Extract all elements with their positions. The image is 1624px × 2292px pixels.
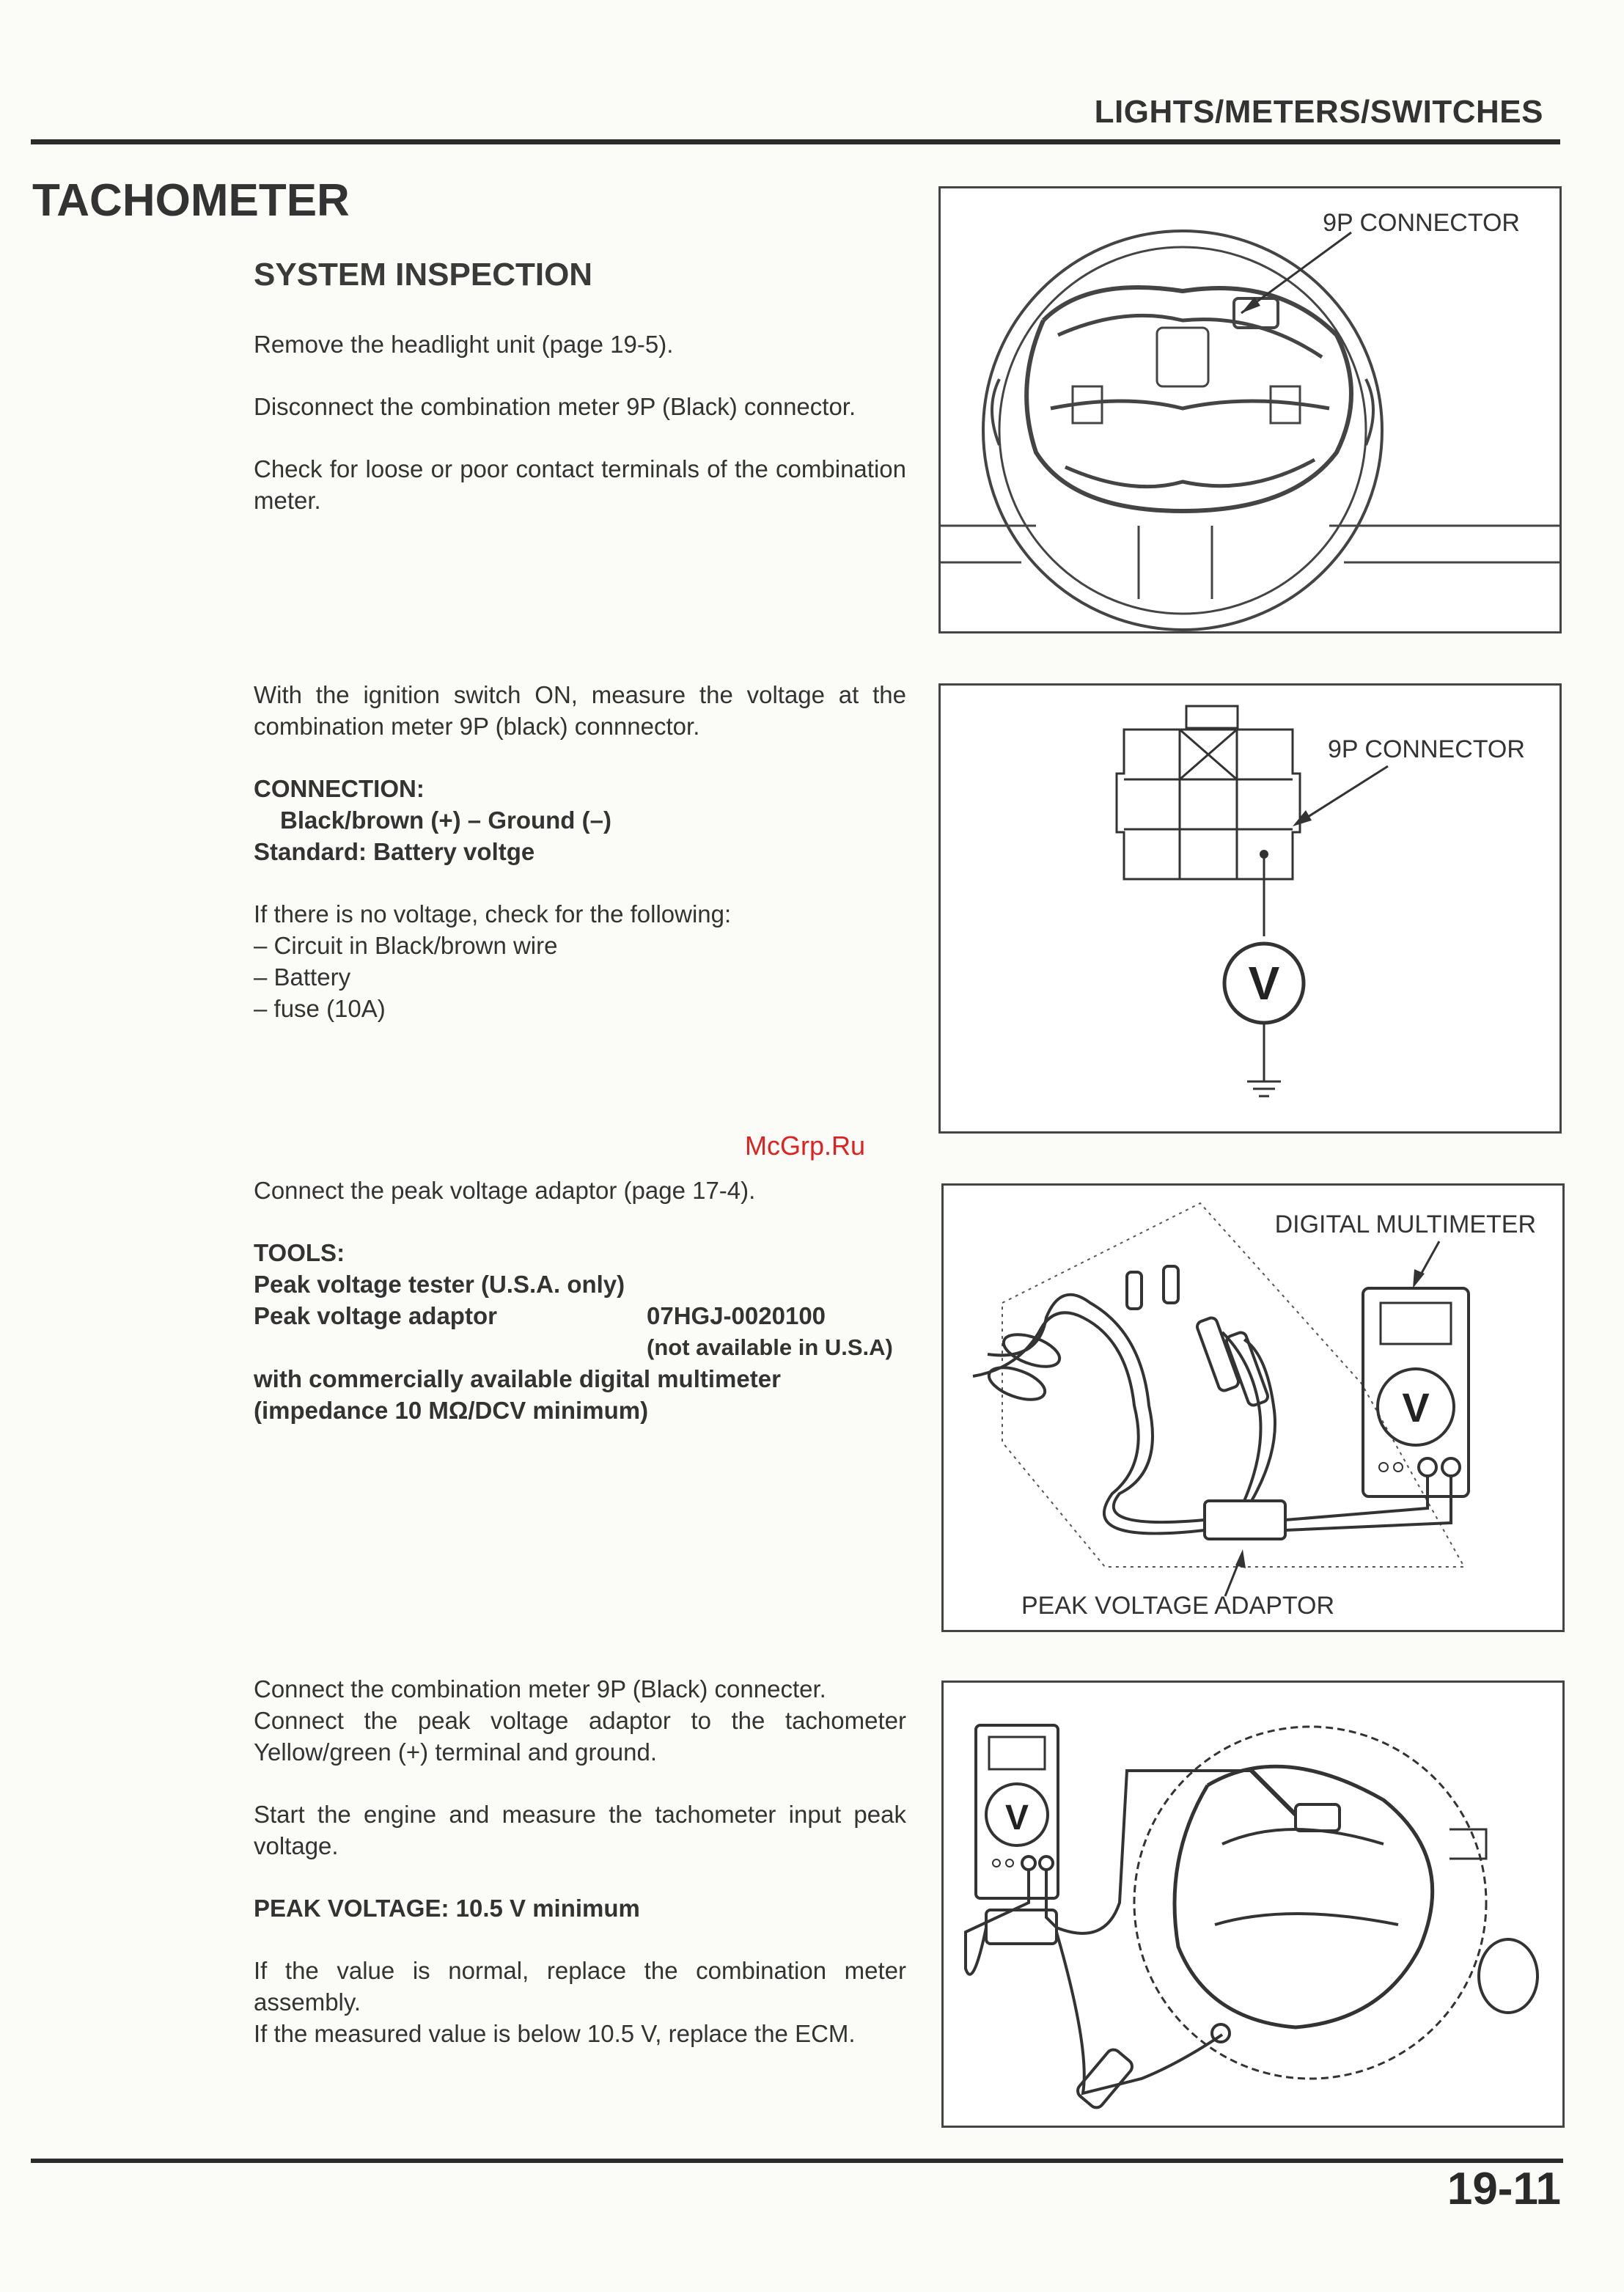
check-intro: If there is no voltage, check for the following: [254, 900, 732, 928]
figure2-label: 9P CONNECTOR [1328, 735, 1525, 763]
tools-label: TOOLS: [254, 1239, 345, 1266]
step-measure-voltage: With the ignition switch ON, measure the voltage at the combination meter 9P (black) connnector. [254, 681, 906, 740]
instruction-block-4 [254, 1673, 906, 2049]
watermark: McGrp.Ru [745, 1131, 866, 1161]
tool-name: Peak voltage adaptor [254, 1302, 497, 1329]
voltmeter-symbol: V [1248, 957, 1280, 1010]
figure3-label-adaptor: PEAK VOLTAGE ADAPTOR [1021, 1592, 1335, 1620]
figure-headlight-housing [938, 186, 1562, 633]
figure-connector-measurement [938, 683, 1562, 1134]
step-connect-meter: Connect the combination meter 9P (Black) connecter. [254, 1675, 826, 1703]
check-item: – Battery [254, 963, 351, 991]
instruction-block-1 [254, 328, 906, 516]
step-disconnect-connector: Disconnect the combination meter 9P (Black) connector. [254, 393, 856, 420]
tool-availability-note: (not available in U.S.A) [647, 1334, 893, 1360]
multimeter-illustration [944, 1186, 1562, 1630]
multimeter-v-symbol: V [1402, 1384, 1430, 1430]
instruction-block-2 [254, 679, 906, 1024]
page-title: TACHOMETER [32, 175, 350, 226]
connection-label: CONNECTION: [254, 775, 425, 802]
section-subtitle: SYSTEM INSPECTION [254, 257, 593, 293]
step-check-terminals: Check for loose or poor contact terminals of the combination meter. [254, 455, 906, 514]
tool-part-number: 07HGJ-0020100 [647, 1302, 826, 1329]
header-rule [31, 139, 1560, 144]
step-connect-adaptor-terminal: Connect the peak voltage adaptor to the tachometer Yellow/green (+) terminal and ground. [254, 1707, 906, 1766]
peak-voltage-spec: PEAK VOLTAGE: 10.5 V minimum [254, 1895, 640, 1922]
figure1-label: 9P CONNECTOR [1323, 209, 1520, 237]
step-remove-headlight: Remove the headlight unit (page 19-5). [254, 331, 674, 358]
vehicle-measurement-illustration [944, 1683, 1562, 2126]
connector-diagram [941, 686, 1559, 1131]
step-connect-adaptor: Connect the peak voltage adaptor (page 17-4). [254, 1177, 756, 1204]
result-low: If the measured value is below 10.5 V, replace the ECM. [254, 2020, 856, 2047]
instruction-block-3 [254, 1175, 906, 1426]
housing-illustration [941, 188, 1559, 631]
tool-peak-voltage-adaptor [254, 1300, 906, 1332]
result-normal: If the value is normal, replace the combination meter assembly. [254, 1957, 906, 2016]
tool-peak-voltage-tester: Peak voltage tester (U.S.A. only) [254, 1271, 625, 1298]
figure-vehicle-measurement [941, 1681, 1565, 2128]
check-item: – Circuit in Black/brown wire [254, 932, 558, 959]
tool-multimeter-note: with commercially available digital multimeter [254, 1365, 781, 1392]
tool-impedance-note: (impedance 10 MΩ/DCV minimum) [254, 1397, 649, 1424]
connection-value: Black/brown (+) – Ground (–) [280, 807, 611, 834]
check-item: – fuse (10A) [254, 995, 386, 1022]
footer-rule [31, 2159, 1563, 2163]
step-start-engine: Start the engine and measure the tachometer input peak voltage. [254, 1801, 906, 1859]
figure3-label-multimeter: DIGITAL MULTIMETER [1274, 1211, 1536, 1238]
figure-multimeter-adaptor [941, 1183, 1565, 1632]
page-number: 19-11 [1447, 2164, 1561, 2214]
section-header: LIGHTS/METERS/SWITCHES [1094, 94, 1543, 130]
standard-value: Standard: Battery voltge [254, 838, 535, 865]
vehicle-meter-v-symbol: V [1004, 1799, 1029, 1837]
